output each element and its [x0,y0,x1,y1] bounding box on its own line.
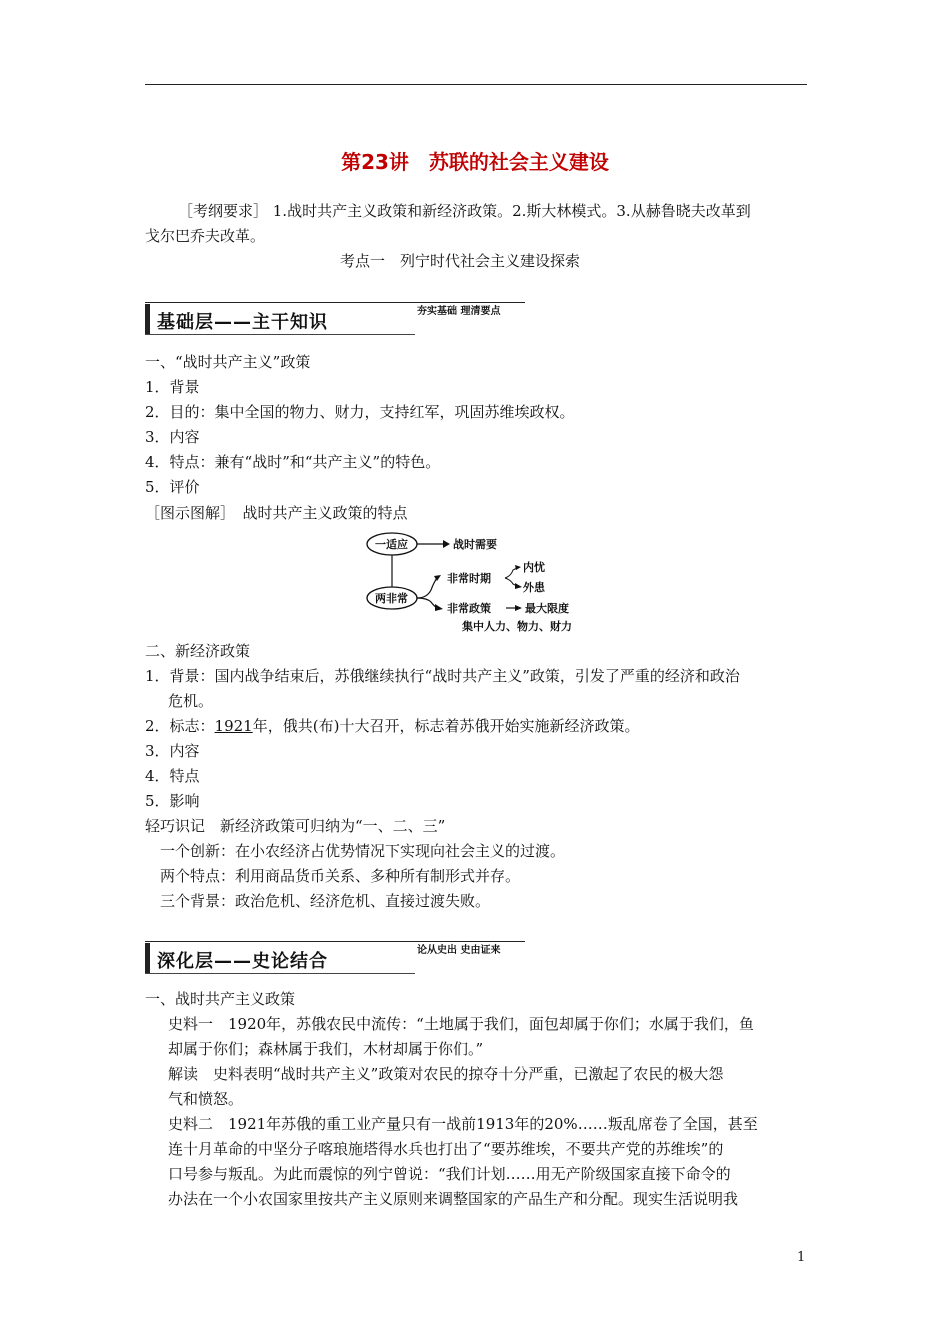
section-bar-bottom-rule [145,334,415,335]
memo-title: 轻巧识记 新经济政策可归纳为“一、二、三” [145,817,446,835]
list-item: 2．目的：集中全国的物力、财力，支持红军，巩固苏维埃政权。 [145,403,575,421]
arrowhead-2 [515,605,522,611]
page-title: 第23讲 苏联的社会主义建设 [341,150,609,174]
memo-item: 三个背景：政治危机、经济危机、直接过渡失败。 [160,892,491,910]
arrowhead-a [515,565,521,570]
section-bar-basic [145,300,525,336]
diagram-node-adapt: 一适应 [375,538,408,551]
memo-item: 两个特点：利用商品货币关系、多种所有制形式并存。 [160,867,521,885]
section-title: 深化层——史论结合 [157,951,328,972]
branch-curve-down [417,598,437,608]
sign-year: 1921 [214,717,253,735]
list-item: 4．特点：兼有“战时”和“共产主义”的特色。 [145,453,441,471]
section-subtitle: 夯实基础 理清要点 [417,306,501,317]
section-title: 基础层——主干知识 [157,312,328,333]
figure-caption: ［图示图解］ 战时共产主义政策的特点 [145,504,408,522]
section-subtitle: 论从史出 史由证来 [417,945,501,956]
source-2-line: 口号参与叛乱。为此而震惊的列宁曾说：“我们计划……用无产阶级国家直接下命令的 [168,1165,731,1183]
diagram-node-maximum: 最大限度 [525,602,569,615]
heading-war-communism-2: 一、战时共产主义政策 [145,990,296,1008]
list-item: 3．内容 [145,742,200,760]
arrowhead-1 [443,540,450,548]
diagram-node-external: 外患 [523,581,545,594]
requirements-line-1: ［考纲要求］ 1.战时共产主义政策和新经济政策。2.斯大林模式。3.从赫鲁晓夫改革到 [178,202,751,220]
kaodian-heading: 考点一 列宁时代社会主义建设探索 [340,252,581,270]
section-bar-deep [145,939,525,975]
list-item: 4．特点 [145,767,200,785]
sign-prefix: 2．标志： [145,717,215,735]
diagram-node-policy: 非常政策 [447,602,491,615]
arrowhead-down [435,604,443,611]
source-1-line: 史料一 1920年，苏俄农民中流传：“土地属于我们，面包却属于你们；水属于我们，鱼 [168,1015,754,1033]
section-bar-marker [145,304,150,334]
section-bar-marker [145,943,150,973]
diagram-node-period: 非常时期 [447,572,491,585]
branch-curve-a [505,568,517,578]
list-item: 5．评价 [145,478,200,496]
list-item-continuation: 危机。 [168,692,214,710]
source-2-line: 办法在一个小农国家里按共产主义原则来调整国家的产品生产和分配。现实生活说明我 [168,1190,739,1208]
section-bar-bottom-rule [145,973,415,974]
heading-nep: 二、新经济政策 [145,642,251,660]
diagram-node-internal: 内忧 [523,561,545,574]
heading-war-communism: 一、“战时共产主义”政策 [145,353,311,371]
branch-curve-up [417,578,437,598]
list-item: 3．内容 [145,428,200,446]
page-number: 1 [797,1250,806,1265]
diagram-node-wartime-needs: 战时需要 [453,538,497,551]
source-1-line: 却属于你们；森林属于我们，木材却属于你们。” [168,1040,484,1058]
sign-suffix: 年，俄共(布)十大召开，标志着苏俄开始实施新经济政策。 [252,717,640,735]
list-item: 5．影响 [145,792,200,810]
list-item: 1．背景：国内战争结束后，苏俄继续执行“战时共产主义”政策，引发了严重的经济和政治 [145,667,740,685]
diagram-node-concentrate: 集中人力、物力、财力 [462,620,572,633]
source-2-line: 史料二 1921年苏俄的重工业产量只有一战前1913年的20%……叛乱席卷了全国，甚至 [168,1115,758,1133]
header-rule [145,84,807,85]
arrowhead-b [515,583,522,589]
requirements-line-2: 戈尔巴乔夫改革。 [145,227,266,245]
interpretation-line: 气和愤怒。 [168,1090,244,1108]
source-2-line: 连十月革命的中坚分子喀琅施塔得水兵也打出了“要苏维埃，不要共产党的苏维埃”的 [168,1140,724,1158]
diagram-node-extraordinary: 两非常 [375,592,408,605]
memo-item: 一个创新：在小农经济占优势情况下实现向社会主义的过渡。 [160,842,566,860]
list-item [145,716,639,736]
interpretation-line: 解读 史料表明“战时共产主义”政策对农民的掠夺十分严重，已激起了农民的极大怨 [168,1065,724,1083]
list-item: 1．背景 [145,378,200,396]
policy-features-diagram [365,530,605,635]
